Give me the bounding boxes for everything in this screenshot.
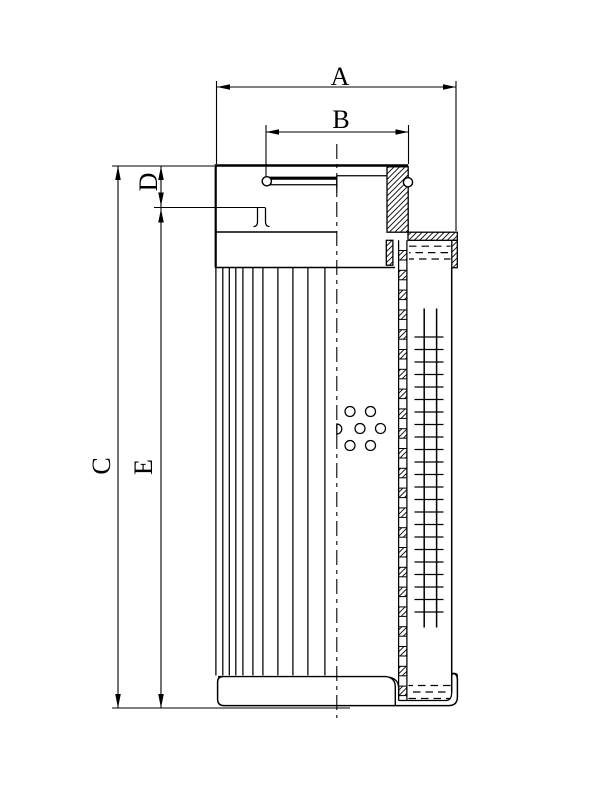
core-tube-section [399,240,407,700]
dimension-e [129,209,164,708]
hole-pattern [337,407,386,451]
perforation-square [399,607,407,617]
head-wall-section [387,167,408,232]
dim-d-label: D [134,172,163,192]
perforation-square [399,488,407,498]
dim-d-arrow-bottom [158,193,164,207]
perforation-square [399,369,407,379]
dim-e-arrow-top [158,209,164,223]
head-outer-lip-section [452,240,458,267]
dim-e-arrow-bottom [158,694,164,708]
perforation-square [399,409,407,419]
perforation-square [399,587,407,597]
hole [366,441,376,451]
perforation-square [399,647,407,657]
perforation-square [399,330,407,340]
dim-e-label: E [129,459,158,475]
hole [376,424,386,434]
o-ring-right [403,178,412,187]
dim-a-label: A [330,62,350,91]
dim-a-arrow-left [217,84,230,90]
hole [345,441,355,451]
perforation-square [399,627,407,637]
head-notch-right [266,208,270,227]
perforation-square [399,666,407,676]
dim-a-arrow-right [443,84,456,90]
perforation-square [399,429,407,439]
perforation-square [399,350,407,360]
dim-b-arrow-left [266,129,279,135]
pleated-media-lines [216,268,325,676]
mesh-horizontal-lines [415,337,444,612]
wire-mesh-section [415,309,444,628]
perforation-square [399,528,407,538]
bottom-cap-top-edge [218,677,395,705]
head-flange-section [408,232,457,240]
perforation-square [399,548,407,558]
perforation-square [399,567,407,577]
perforation-square [399,270,407,280]
dim-c-arrow-bottom [115,694,121,708]
thread-dashes-top [409,246,451,259]
head-notch-left [254,208,258,227]
perforation-square [399,686,407,696]
perforation-square [399,449,407,459]
dim-b-arrow-right [396,129,409,135]
perforation-square [399,290,407,300]
dim-b-label: B [332,105,350,134]
dimension-c [87,166,350,708]
perforation-square [399,389,407,399]
half-hole-on-centerline [337,424,342,434]
perforation-square [399,468,407,478]
dim-c-label: C [87,457,116,475]
core-tube-perforation-squares [399,251,407,696]
hole [345,407,355,417]
hole [366,407,376,417]
hole [355,424,365,434]
perforation-square [399,251,407,261]
bottom-end-cap [218,673,458,705]
o-ring-left [262,177,271,186]
dim-c-arrow-top [115,166,121,180]
perforation-square [399,310,407,320]
head-inner-lip-section [386,240,393,265]
perforation-square [399,508,407,518]
dimension-d [134,166,164,708]
